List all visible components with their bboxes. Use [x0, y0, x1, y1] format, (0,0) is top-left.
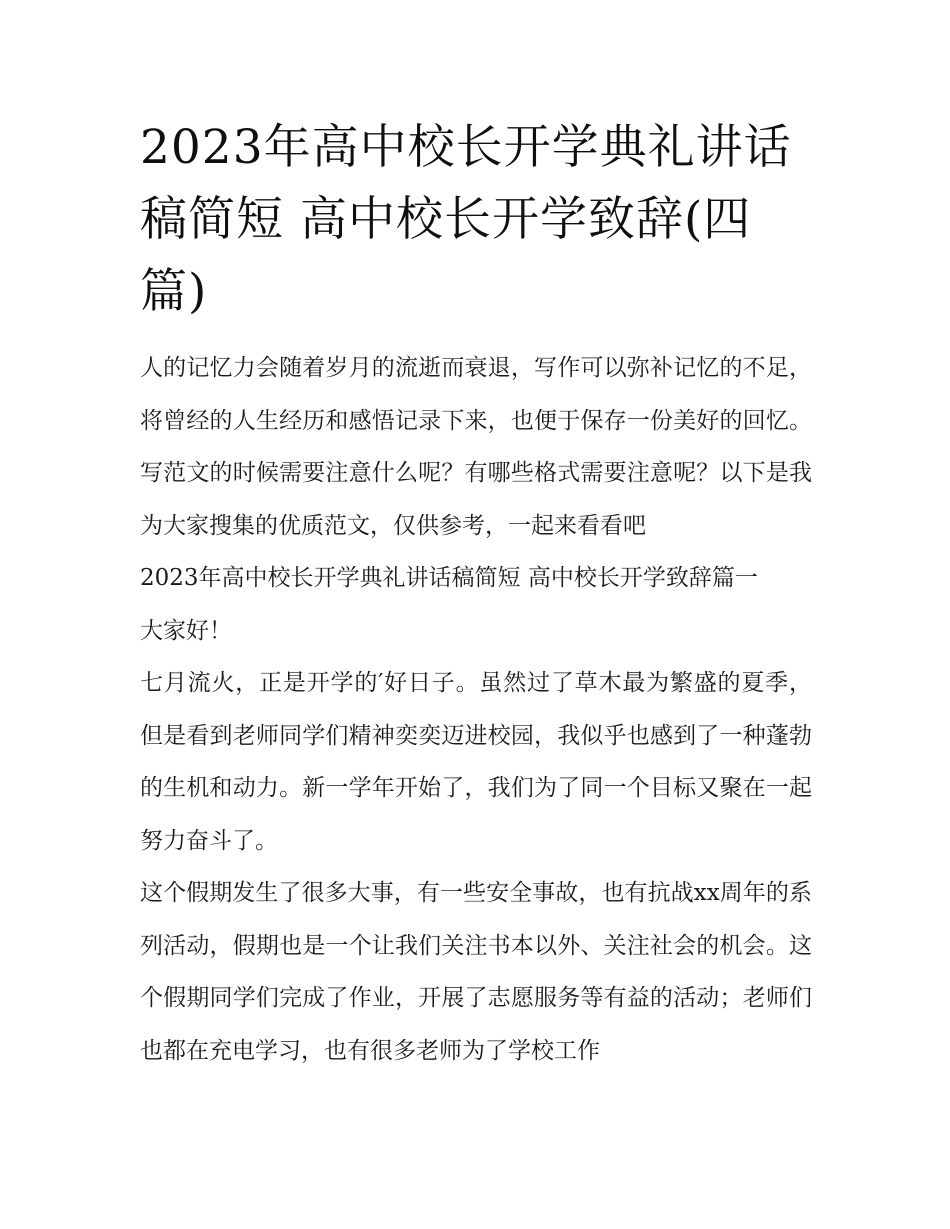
paragraph-section-heading: 2023年高中校长开学典礼讲话稿简短 高中校长开学致辞篇一 [140, 565, 758, 591]
paragraph-intro: 人的记忆力会随着岁月的流逝而衰退，写作可以弥补记忆的不足，将曾经的人生经历和感悟记录下来，也便于保存一份美好的回忆。写范文的时候需要注意什么呢？有哪些格式需要注意呢？以下是我为大家搜集的优质范文，仅供参考，一起来看看吧 [140, 355, 812, 539]
document-body [140, 112, 812, 1077]
paragraph-body-2: 这个假期发生了很多大事，有一些安全事故，也有抗战xx周年的系列活动，假期也是一个让我们关注书本以外、关注社会的机会。这个假期同学们完成了作业，开展了志愿服务等有益的活动；老师们也都在充电学习，也有很多老师为了学校工作 [140, 880, 812, 1064]
paragraph-greeting: 大家好！ [140, 617, 232, 644]
paragraph-body-1: 七月流火，正是开学的′好日子。虽然过了草木最为繁盛的夏季，但是看到老师同学们精神奕奕迈进校园，我似乎也感到了一种蓬勃的生机和动力。新一学年开始了，我们为了同一个目标又聚在一起努力奋斗了。 [140, 670, 812, 854]
document-title: 2023年高中校长开学典礼讲话稿简短 高中校长开学致辞(四篇) [140, 120, 792, 319]
